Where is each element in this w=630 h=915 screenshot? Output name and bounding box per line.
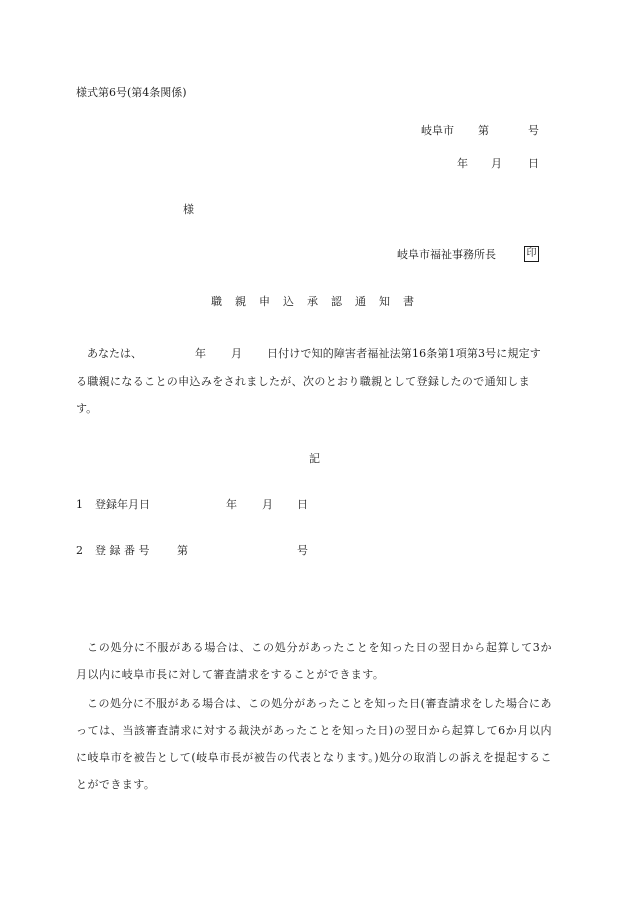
item1-number: 1 [76,498,83,511]
body-line2: る職親になることの申込みをされましたが、次のとおり職親として登録したので通知しま [76,375,530,388]
issuer-name: 岐阜市福祉事務所長 [397,248,496,261]
title-char: 込 [283,295,294,308]
item2-go: 号 [297,544,308,557]
title-char: 通 [355,295,366,308]
date-month: 月 [491,157,502,170]
title-char: 書 [403,295,414,308]
doc-number-city: 岐阜市 [421,124,454,137]
doc-number-go: 号 [528,124,539,137]
title-char: 親 [235,295,246,308]
item1-label: 登録年月日 [95,498,150,511]
document-title [211,295,417,309]
seal-char: 印 [524,246,539,262]
title-char: 職 [211,295,222,308]
date-year: 年 [457,157,468,170]
item1-month: 月 [262,498,273,511]
item1-day: 日 [297,498,308,511]
ki-heading: 記 [309,452,320,465]
seal-stamp [524,246,539,262]
addressee-suffix: 様 [183,203,194,216]
item1-year: 年 [226,498,237,511]
doc-number-dai: 第 [478,124,489,137]
title-char: 知 [379,295,390,308]
item2-label: 登 録 番 号 [95,544,150,557]
body-line1-year: 年 [195,347,206,360]
title-char: 認 [331,295,342,308]
notice-lawsuit: この処分に不服がある場合は、この処分があったことを知った日(審査請求をした場合にあっては、当該審査請求に対する裁決があったことを知った日)の翌日から起算して6か月以内に岐阜市を被告として(岐阜市長が被告の代表となります。)処分の取消しの訴えを提起することができます。 [76,697,552,791]
title-char: 申 [259,295,270,308]
body-line1-month: 月 [231,347,242,360]
item2-dai: 第 [177,544,188,557]
item2-number: 2 [76,544,83,557]
body-line3: す。 [76,402,98,415]
title-char: 承 [307,295,318,308]
date-day: 日 [528,157,539,170]
notice-review-request: この処分に不服がある場合は、この処分があったことを知った日の翌日から起算して3か月以内に岐阜市長に対して審査請求をすることができます。 [76,641,552,681]
body-line1-prefix: あなたは、 [87,347,142,360]
form-label: 様式第6号(第4条関係) [76,86,187,99]
body-line1-suffix: 日付けで知的障害者福祉法第16条第1項第3号に規定す [267,347,541,360]
